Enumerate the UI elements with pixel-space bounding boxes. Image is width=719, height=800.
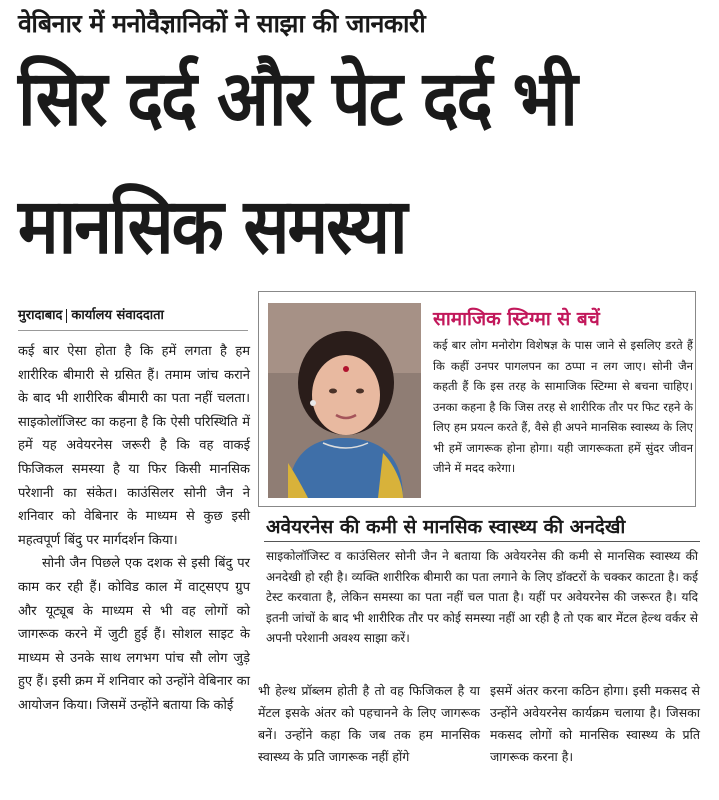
article-middle-column: भी हेल्थ प्रॉब्लम होती है तो वह फिजिकल है या मेंटल इसके अंतर को पहचानने के लिए जागरूक बनें। उन्होंने कहा कि जब तक हम मानसिक स्वास्थ्य के प्रति जागरूक नहीं होंगे — [258, 683, 480, 764]
portrait-illustration — [268, 303, 421, 498]
byline-rule — [18, 330, 248, 331]
main-headline-line-1: सिर दर्द और पेट दर्द भी — [18, 55, 576, 144]
main-headline-line-2: मानसिक समस्या — [18, 183, 406, 272]
article-paragraph-1: कई बार ऐसा होता है कि हमें लगता है हम शारीरिक बीमारी से ग्रसित हैं। तमाम जांच कराने के बाद भी शारीरिक बीमारी का पता नहीं चलता। साइकोलॉजिस्ट का कहना है कि ऐसी परिस्थिति में हमें यह अवेयरनेस जरूरी है कि वह वाकई फिजिकल समस्या है या फिर किसी मानसिक परेशानी का संकेत। काउंसिलर सोनी जैन ने शनिवार को वेबिनार के माध्यम से कुछ इसी महत्वपूर्ण बिंदु पर मार्गदर्शन किया। — [18, 344, 250, 548]
article-paragraph-2: सोनी जैन पिछले एक दशक से इसी बिंदु पर काम कर रही हैं। कोविड काल में वाट्सएप ग्रुप और यूट्यूब के माध्यम से भी वह लोगों को जागरूक करने में जुटी हुई हैं। सोशल साइट के माध्यम से उनके साथ लगभग पांच सौ लोग जुड़े हुए हैं। इसी क्रम में शनिवार को उन्होंने वेबिनार का आयोजन किया। जिसमें उन्होंने बताया कि कोई — [18, 556, 250, 713]
byline — [18, 305, 164, 323]
byline-divider — [66, 309, 67, 323]
byline-place: मुरादाबाद — [18, 308, 63, 323]
sidebar-heading: सामाजिक स्टिग्मा से बचें — [433, 308, 600, 330]
kicker-headline: वेबिनार में मनोवैज्ञानिकों ने साझा की जानकारी — [18, 9, 426, 38]
awareness-rule — [264, 541, 700, 542]
article-right-column: इसमें अंतर करना कठिन होगा। इसी मकसद से उन्होंने अवेयरनेस कार्यक्रम चलाया है। जिसका मकसद लोगों को मानसिक स्वास्थ्य के प्रति जागरूक करना है। — [490, 683, 700, 764]
article-left-column — [18, 340, 250, 718]
awareness-body: साइकोलॉजिस्ट व काउंसिलर सोनी जैन ने बताया कि अवेयरनेस की कमी से मानसिक स्वास्थ्य की अनदेखी हो रही है। व्यक्ति शारीरिक बीमारी का पता लगाने के लिए डॉक्टरों के चक्कर काटता है। कई टेस्ट करवाता है, लेकिन समस्या का पता नहीं चल पाता है। यहीं पर अवेयरनेस की जरूरत है। यदि इतनी जांचों के बाद भी शारीरिक तौर पर कोई समस्या नहीं आ रही है तो एक बार मेंटल हेल्थ वर्कर से अपनी परेशानी अवश्य साझा करें। — [266, 549, 698, 645]
portrait-photo — [268, 303, 421, 498]
awareness-heading: अवेयरनेस की कमी से मानसिक स्वास्थ्य की अनदेखी — [266, 516, 626, 538]
byline-author: कार्यालय संवाददाता — [71, 308, 164, 323]
sidebar-body: कई बार लोग मनोरोग विशेषज्ञ के पास जाने से इसलिए डरते हैं कि कहीं उनपर पागलपन का ठप्पा न लग जाए। सोनी जैन कहती हैं कि इस तरह के सामाजिक स्टिग्मा से बचना चाहिए। उनका कहना है कि जिस तरह से शारीरिक तौर पर फिट रहने के लिए हम प्रयत्न करते हैं, वैसे ही अपने मानसिक स्वास्थ्य के लिए भी हमें जागरूक होना होगा। यही जागरूकता हमें सुंदर जीवन जीने में मदद करेगा। — [433, 338, 693, 475]
